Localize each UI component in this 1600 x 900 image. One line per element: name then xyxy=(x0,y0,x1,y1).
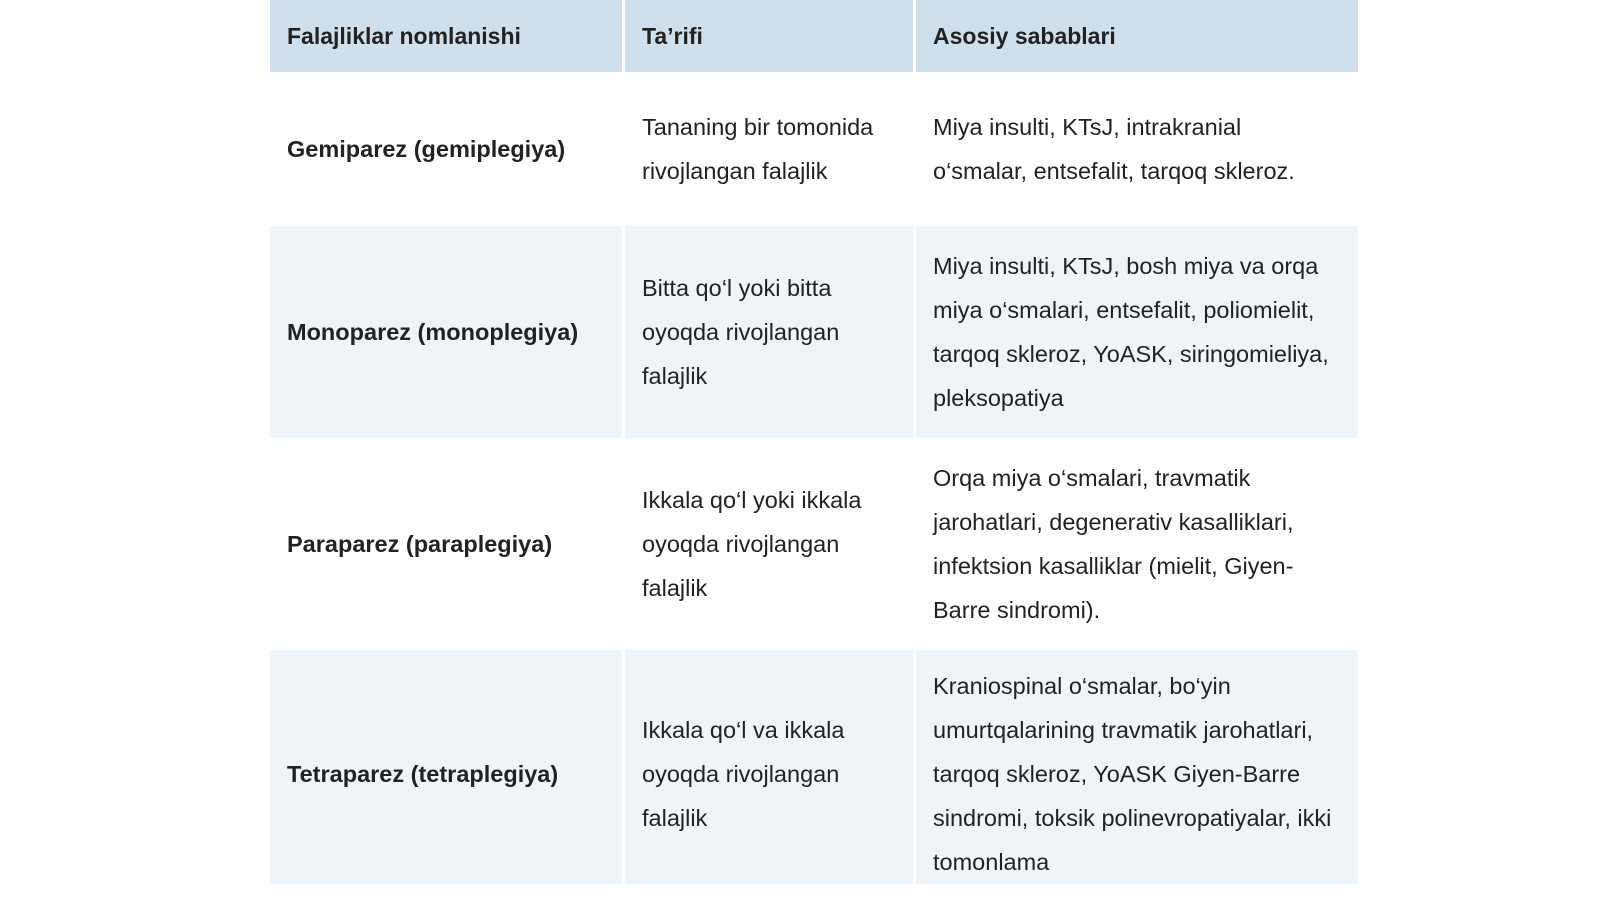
cell-definition: Ikkala qo‘l yoki ikkala oyoqda rivojlangan falajlik xyxy=(642,487,862,601)
cell-causes: Miya insulti, KTsJ, intrakranial o‘smalar, entsefalit, tarqoq skleroz. xyxy=(933,114,1295,184)
header-row xyxy=(270,0,1358,72)
cell-name: Monoparez (monoplegiya) xyxy=(270,226,622,438)
cell-causes: Orqa miya o‘smalari, travmatik jarohatlari, degenerativ kasalliklari, infektsion kasalliklar (mielit, Giyen-Barre sindromi). xyxy=(933,465,1294,623)
table-body xyxy=(270,72,1358,884)
cell-name: Gemiparez (gemiplegiya) xyxy=(287,136,566,162)
cell-definition: Bitta qo‘l yoki bitta oyoqda rivojlangan falajlik xyxy=(625,226,913,438)
table-row xyxy=(270,650,1358,884)
cell-name: Paraparez (paraplegiya) xyxy=(287,531,553,557)
cell-definition: Tananing bir tomonida rivojlangan falajlik xyxy=(642,114,874,184)
header-name: Falajliklar nomlanishi xyxy=(270,0,622,72)
table-row xyxy=(270,438,1358,650)
table-header xyxy=(270,0,1358,72)
table-row xyxy=(270,226,1358,438)
cell-causes: Miya insulti, KTsJ, bosh miya va orqa miya o‘smalari, entsefalit, poliomielit, tarqoq skleroz, YoASK, siringomieliya, pleksopatiya xyxy=(916,226,1358,438)
table-row xyxy=(270,72,1358,226)
paralysis-table xyxy=(267,0,1361,884)
header-causes: Asosiy sabablari xyxy=(916,0,1358,72)
cell-definition: Ikkala qo‘l va ikkala oyoqda rivojlangan falajlik xyxy=(625,650,913,884)
cell-causes: Kraniospinal o‘smalar, bo‘yin umurtqalarining travmatik jarohatlari, tarqoq skleroz, YoASK Giyen-Barre sindromi, toksik polinevropatiyalar, ikki tomonlama xyxy=(916,650,1358,884)
cell-name: Tetraparez (tetraplegiya) xyxy=(270,650,622,884)
paralysis-table-container xyxy=(270,0,1355,884)
header-definition: Ta’rifi xyxy=(625,0,913,72)
